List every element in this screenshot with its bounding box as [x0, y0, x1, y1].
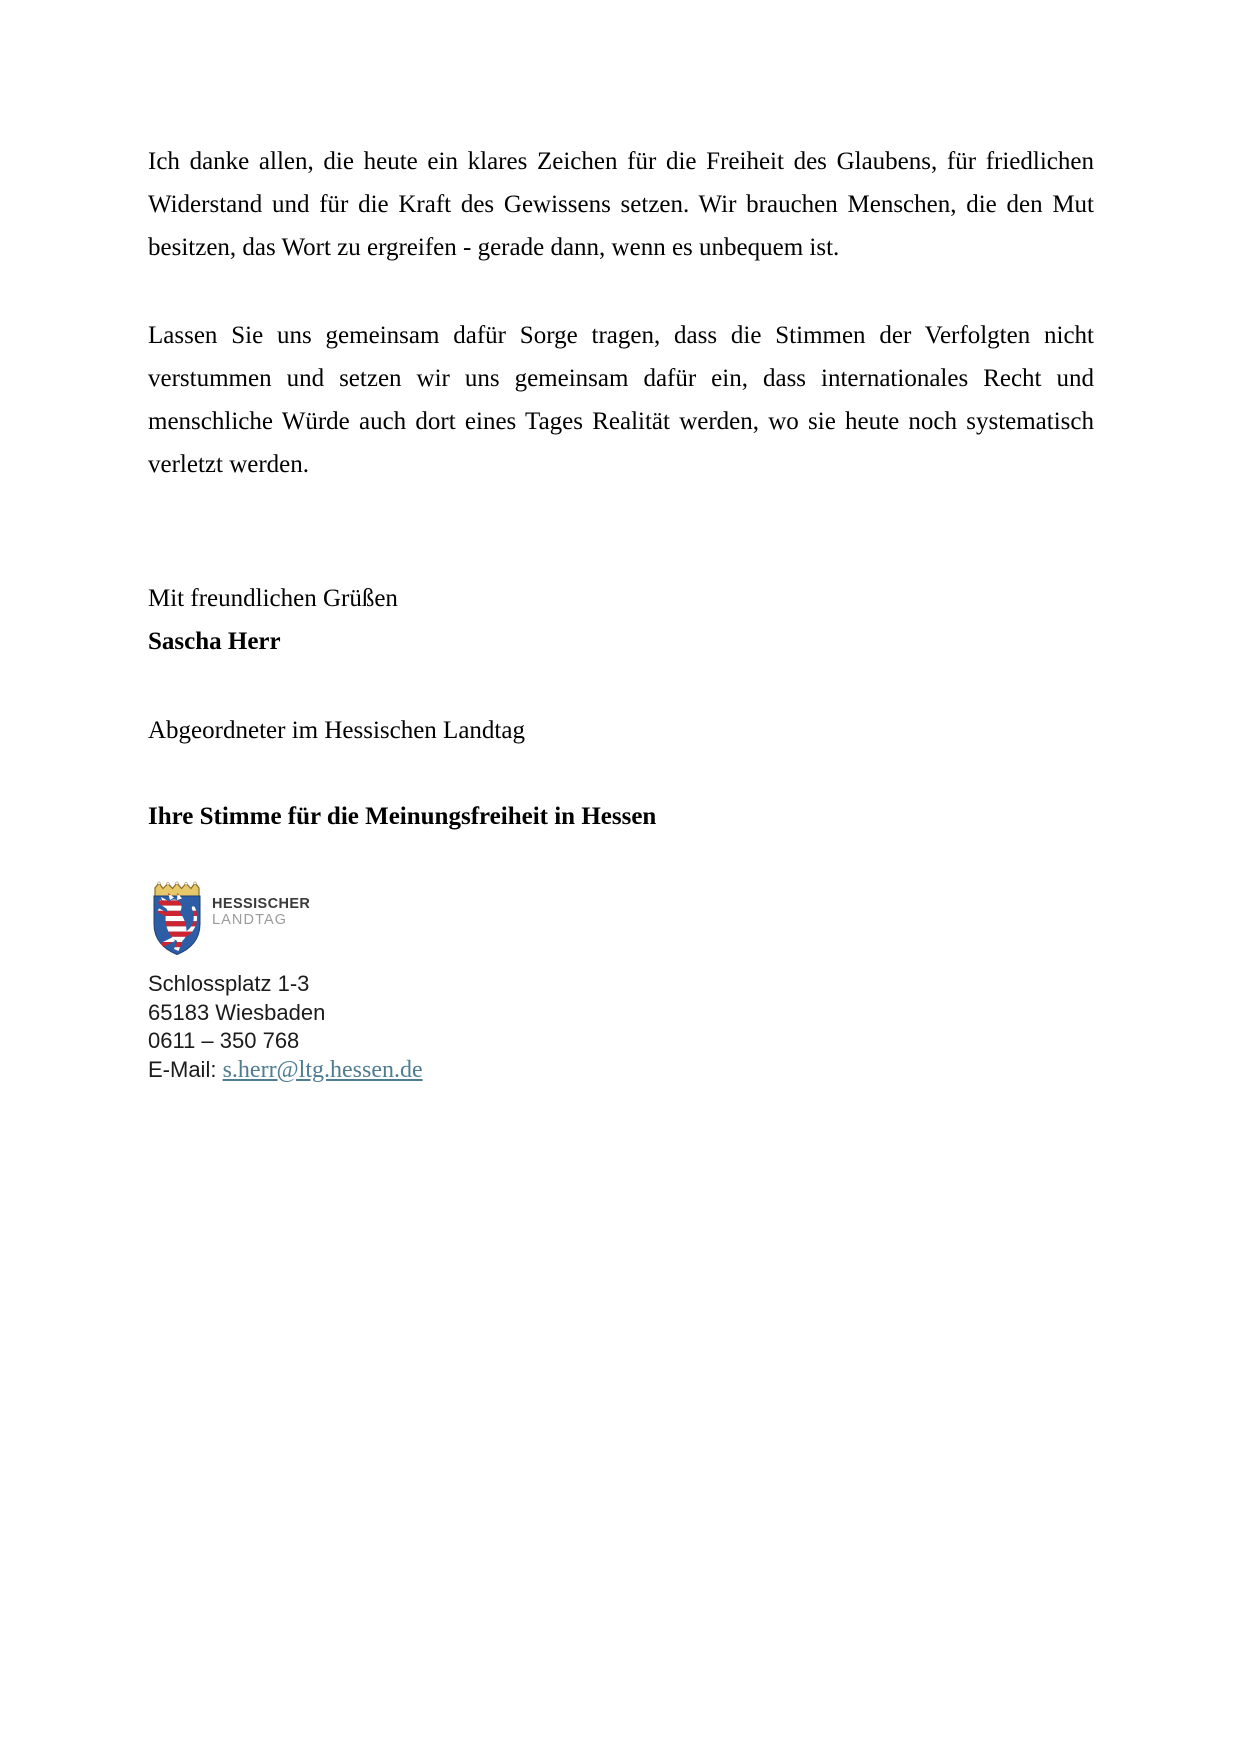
signature-tagline: Ihre Stimme für die Meinungsfreiheit in Hessen — [148, 803, 657, 830]
address-street: Schlossplatz 1-3 — [148, 971, 310, 996]
signature-role: Abgeordneter im Hessischen Landtag — [148, 717, 525, 744]
address-city: 65183 Wiesbaden — [148, 999, 326, 1025]
paragraph-1-line-2: Widerstand und für die Kraft des Gewissens setzen. Wir brauchen Menschen, die den Mut — [148, 191, 1094, 218]
paragraph-1-line-3: besitzen, das Wort zu ergreifen - gerade dann, wenn es unbequem ist. — [148, 234, 840, 261]
hessischer-landtag-logo — [147, 880, 447, 960]
paragraph-2-line-1: Lassen Sie uns gemeinsam dafür Sorge tragen, dass die Stimmen der Verfolgten nicht — [148, 322, 1094, 349]
paragraph-2-line-4: verletzt werden. — [148, 451, 310, 478]
paragraph-1-line-1: Ich danke allen, die heute ein klares Zeichen für die Freiheit des Glaubens, für friedlichen — [148, 148, 1094, 175]
paragraph-2-line-3: menschliche Würde auch dort eines Tages Realität werden, wo sie heute noch systematisch — [148, 408, 1094, 435]
logo-text-hessischer: HESSISCHER — [212, 896, 311, 912]
email-link[interactable]: s.herr@ltg.hessen.de — [222, 1056, 423, 1083]
salutation: Mit freundlichen Grüßen — [148, 585, 398, 612]
email-row — [148, 1056, 848, 1085]
paragraph-2 — [148, 314, 1094, 486]
closing-block — [148, 577, 1094, 663]
logo-text — [212, 897, 310, 928]
contact-block — [148, 970, 848, 1084]
paragraph-1 — [148, 140, 1094, 269]
signature-name: Sascha Herr — [148, 628, 281, 655]
email-label: E-Mail: — [148, 1056, 217, 1082]
phone-number: 0611 – 350 768 — [148, 1028, 300, 1053]
logo-text-landtag: LANDTAG — [212, 912, 288, 928]
paragraph-2-line-2: verstummen und setzen wir uns gemeinsam dafür ein, dass internationales Recht und — [148, 365, 1094, 392]
hessen-coat-of-arms-icon — [147, 880, 207, 958]
